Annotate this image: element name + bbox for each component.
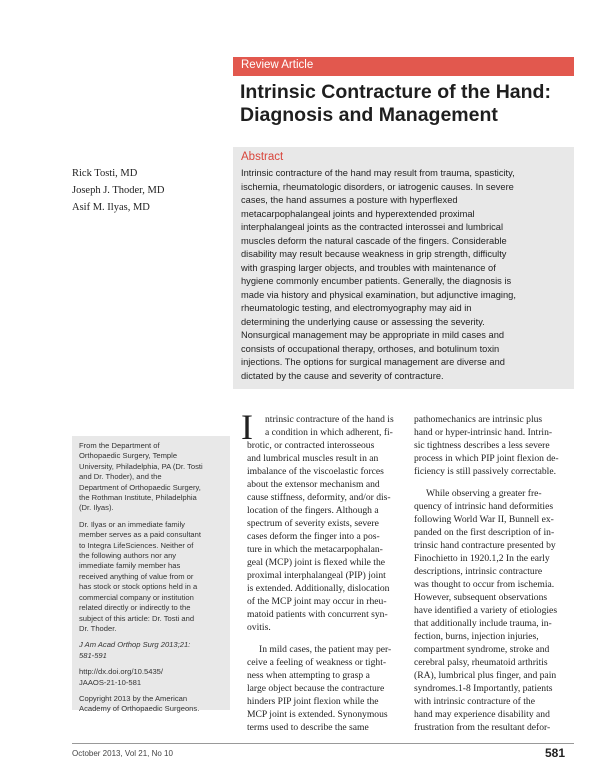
text-line: J Am Acad Orthop Surg 2013;21:	[79, 640, 191, 650]
journal-issue: October 2013, Vol 21, No 10	[72, 749, 173, 758]
affiliation-note	[79, 441, 229, 514]
copyright-note	[79, 694, 229, 715]
article-type-label: Review Article	[241, 59, 314, 71]
text-line: ness when attempting to grasp a	[247, 670, 370, 681]
title-line: Diagnosis and Management	[240, 104, 498, 126]
text-line: injections. The options for surgical management are diverse and	[241, 357, 505, 367]
text-line: location of the fingers. Although a	[247, 505, 379, 516]
text-line: and Dr. Thoder), and the	[79, 472, 162, 482]
article-type-banner	[233, 57, 574, 76]
text-line: ture in which the metacarpophalan-	[247, 544, 383, 555]
drop-cap: I	[241, 407, 253, 447]
text-line: MCP joint is extended. Synonymous	[247, 709, 388, 720]
doi-link[interactable]	[79, 667, 229, 688]
text-line: with intrinsic contracture of the	[414, 696, 535, 707]
article-title	[240, 81, 580, 127]
text-line: determining the underlying cause or assessing the severity.	[241, 316, 485, 327]
journal-citation	[79, 640, 229, 661]
text-line: (RA), lumbrical plus finger, and pain	[414, 670, 557, 681]
text-line: consists of occupational therapy, orthoses, and botulinum toxin	[241, 343, 500, 354]
text-line: terms used to describe the same	[247, 722, 369, 733]
text-line: http://dx.doi.org/10.5435/	[79, 667, 164, 677]
text-line: to Integra LifeSciences. Neither of	[79, 540, 194, 550]
text-line: ovitis.	[247, 622, 271, 633]
author: Asif M. Ilyas, MD	[72, 202, 150, 213]
text-line: commercial company or institution	[79, 592, 194, 602]
text-line: ischemia, rheumatologic disorders, or iatrogenic causes. In severe	[241, 181, 514, 192]
text-line: related directly or indirectly to the	[79, 603, 191, 613]
text-line: fection, burns, injection injuries,	[414, 631, 539, 642]
text-line: immediate family member has	[79, 561, 181, 571]
text-line: trinsic hand contracture presented by	[414, 540, 556, 551]
text-line: made via history and physical examination, but adjunctive imaging,	[241, 289, 516, 300]
text-line: (Dr. Ilyas).	[79, 503, 114, 513]
text-line: dictated by the cause and severity of contracture.	[241, 370, 444, 381]
disclosure-note	[79, 520, 229, 634]
text-line: brotic, or contracted interosseous	[247, 440, 375, 451]
text-line: hinders PIP joint flexion while the	[247, 696, 379, 707]
text-line: with grasping larger objects, and troubles with maintenance of	[241, 262, 496, 273]
text-line: University, Philadelphia, PA (Dr. Tosti	[79, 461, 203, 471]
body-column-1	[247, 413, 399, 734]
text-line: that additionally include trauma, in-	[414, 618, 552, 629]
text-line: member serves as a paid consultant	[79, 530, 201, 540]
paragraph	[247, 643, 399, 734]
text-line: was thought to occur from ischemia.	[414, 579, 555, 590]
text-line: have identified a variety of etiologies	[414, 605, 558, 616]
paragraph	[414, 413, 576, 478]
text-line: geal (MCP) joint is flexed while the	[247, 557, 386, 568]
author-info-sidebar	[72, 436, 230, 714]
text-line: 581-591	[79, 650, 107, 660]
text-line: hygiene commonly encumber patients. Generally, the diagnosis is	[241, 276, 512, 286]
text-line: ficiency is still passively correctable.	[414, 466, 556, 477]
page-number: 581	[545, 746, 566, 760]
author: Joseph J. Thoder, MD	[72, 185, 165, 196]
text-line: has stock or stock options held in a	[79, 582, 198, 592]
paragraph	[247, 439, 399, 634]
text-line: descriptions, intrinsic contracture	[414, 566, 543, 577]
text-line: However, subsequent observations	[414, 592, 548, 603]
footer-divider	[72, 743, 574, 744]
text-line: Finochietto in 1920.1,2 In the early	[414, 553, 550, 564]
text-line: ceive a feeling of weakness or tight-	[247, 657, 387, 668]
text-line: a condition in which adherent, fi-	[265, 427, 393, 438]
text-line: imbalance of the viscoelastic forces	[247, 466, 384, 477]
text-line: and lumbrical muscles result in an	[247, 453, 379, 464]
text-line: rheumatologic testing, and electromyography may aid in	[241, 303, 472, 313]
text-line: Department of Orthopaedic Surgery,	[79, 482, 201, 492]
author: Rick Tosti, MD	[72, 168, 138, 179]
text-line: about the extensor mechanism and	[247, 479, 380, 490]
text-line: received anything of value from or	[79, 571, 194, 581]
text-line: Copyright 2013 by the American	[79, 693, 188, 703]
abstract-box	[233, 147, 574, 389]
text-line: compartment syndrome, stroke and	[414, 644, 550, 655]
text-line: ntrinsic contracture of the hand is	[265, 414, 394, 425]
text-line: cases, the hand assumes a posture with hyperflexed	[241, 195, 458, 205]
text-line: following World War II, Bunnell ex-	[414, 514, 554, 525]
text-line: the following authors nor any	[79, 551, 177, 561]
text-line: matoid patients with concurrent syn-	[247, 609, 388, 620]
abstract-text	[241, 167, 566, 383]
text-line: spectrum of severity exists, severe	[247, 518, 379, 529]
text-line: Nonsurgical management may be appropriate in mild cases and	[241, 330, 505, 340]
text-line: Dr. Ilyas or an immediate family	[79, 519, 185, 529]
title-line: Intrinsic Contracture of the Hand:	[240, 81, 551, 103]
text-line: process in which PIP joint flexion de-	[414, 453, 559, 464]
opening-lines	[247, 413, 399, 439]
text-line: cerebral palsy, rheumatoid arthritis	[414, 657, 548, 668]
text-line: is extended. Additionally, dislocation	[247, 583, 390, 594]
text-line: panded on the first description of in-	[414, 527, 555, 538]
text-line: interphalangeal joints as the contracted interossei and lumbrical	[241, 222, 504, 232]
body-column-2	[414, 413, 576, 734]
text-line: syndromes.1-8 Importantly, patients	[414, 683, 553, 694]
text-line: In mild cases, the patient may per-	[259, 644, 392, 655]
text-line: JAAOS-21-10-581	[79, 677, 142, 687]
sidebar-text	[79, 441, 229, 715]
text-line: While observing a greater fre-	[426, 488, 542, 499]
text-line: the Rothman Institute, Philadelphia	[79, 493, 197, 503]
text-line: metacarpophalangeal joints and hyperextended proximal	[241, 208, 475, 219]
text-line: proximal interphalangeal (PIP) joint	[247, 570, 386, 581]
text-line: From the Department of	[79, 441, 160, 450]
text-line: muscles deform the natural cascade of the fingers. Considerable	[241, 235, 507, 246]
text-line: cases deform the finger into a pos-	[247, 531, 380, 542]
text-line: sic tightness describes a less severe	[414, 440, 550, 451]
text-line: Dr. Thoder.	[79, 623, 117, 633]
abstract-heading: Abstract	[241, 151, 284, 163]
text-line: subject of this article: Dr. Tosti and	[79, 613, 195, 623]
text-line: large object because the contracture	[247, 683, 385, 694]
text-line: quency of intrinsic hand deformities	[414, 501, 554, 512]
text-line: Intrinsic contracture of the hand may result from trauma, spasticity,	[241, 168, 515, 178]
text-line: of the MCP joint may occur in rheu-	[247, 596, 387, 607]
text-line: hand may experience disability and	[414, 709, 550, 720]
text-line: frustration from the resultant defor-	[414, 722, 551, 733]
author-list	[72, 165, 164, 216]
text-line: cause stiffness, deformity, and/or dis-	[247, 492, 391, 503]
text-line: hand or hyper-intrinsic hand. Intrin-	[414, 427, 553, 438]
text-line: pathomechanics are intrinsic plus	[414, 414, 543, 425]
text-line: Orthopaedic Surgery, Temple	[79, 451, 178, 461]
text-line: disability may result because weakness in grip strength, difficulty	[241, 249, 507, 259]
text-line: Academy of Orthopaedic Surgeons.	[79, 704, 200, 714]
paragraph	[414, 487, 576, 734]
